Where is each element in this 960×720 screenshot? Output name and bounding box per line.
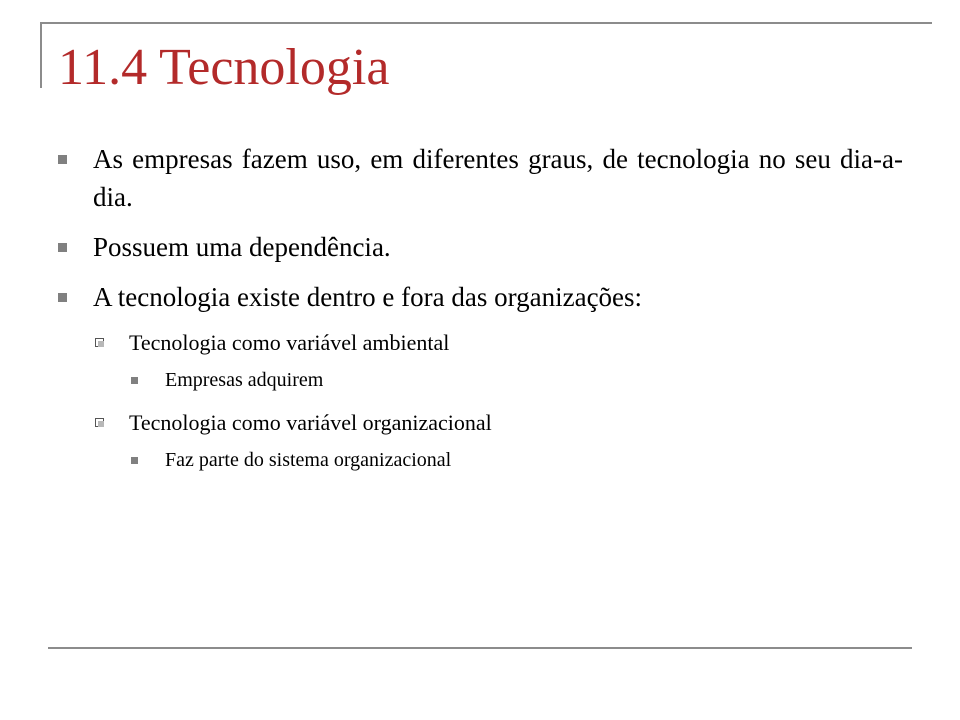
frame-left-line xyxy=(40,22,42,88)
frame-top-line xyxy=(40,22,932,24)
square-bullet-icon xyxy=(131,457,138,464)
checkbox-bullet-icon xyxy=(95,338,104,347)
detail-bullet-text: Empresas adquirem xyxy=(165,369,324,391)
sub-bullet-text: Tecnologia como variável ambiental xyxy=(129,330,450,355)
bullet-item xyxy=(93,278,903,316)
detail-bullet-text: Faz parte do sistema organizacional xyxy=(165,449,452,471)
bullet-list xyxy=(0,140,960,488)
square-bullet-icon xyxy=(58,155,67,164)
checkbox-bullet-icon xyxy=(95,418,104,427)
bullet-text: A tecnologia existe dentro e fora das organizações: xyxy=(93,282,643,312)
square-bullet-icon xyxy=(131,377,138,384)
sub-bullet-item xyxy=(129,408,889,438)
square-bullet-icon xyxy=(58,243,67,252)
bullet-item xyxy=(93,228,903,266)
detail-bullet-item xyxy=(165,366,885,394)
detail-bullet-item xyxy=(165,446,885,474)
bullet-text: Possuem uma dependência. xyxy=(93,232,391,262)
bullet-text: As empresas fazem uso, em diferentes graus, de tecnologia no seu dia-a-dia. xyxy=(93,144,903,212)
sub-bullet-text: Tecnologia como variável organizacional xyxy=(129,410,492,435)
sub-bullet-item xyxy=(129,328,889,358)
square-bullet-icon xyxy=(58,293,67,302)
frame-bottom-line xyxy=(48,647,912,649)
bullet-item xyxy=(93,140,903,216)
slide-title: 11.4 Tecnologia xyxy=(58,39,390,96)
